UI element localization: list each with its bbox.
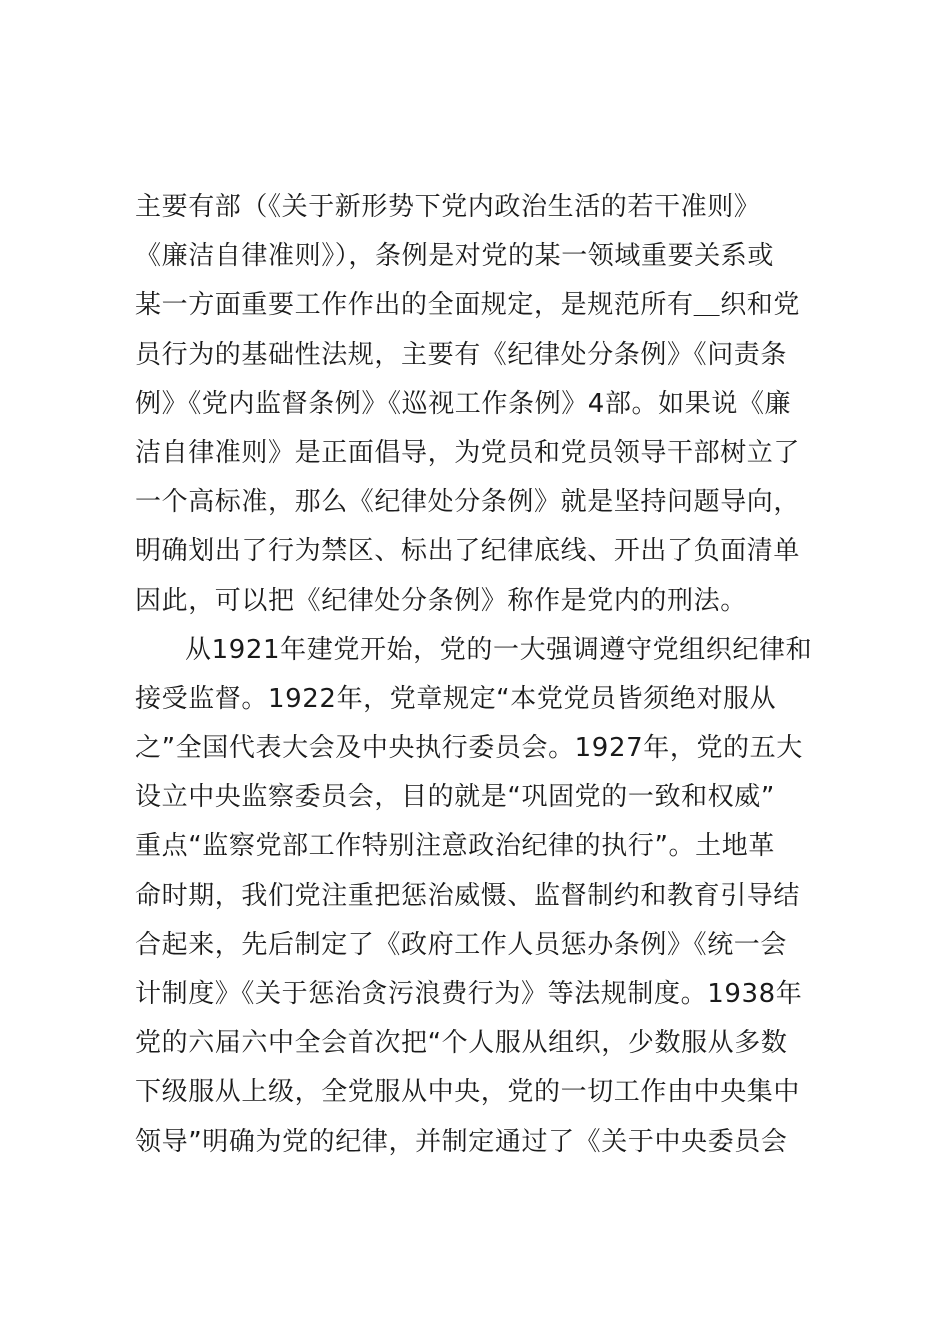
text-line: 例》《党内监督条例》《巡视工作条例》4部。如果说《廉	[135, 388, 792, 419]
text-line: 接受监督。1922年，党章规定“本党党员皆须绝对服从	[135, 683, 777, 714]
text-line: 因此，可以把《纪律处分条例》称作是党内的刑法。	[135, 585, 747, 616]
text-line: 下级服从上级，全党服从中央，党的一切工作由中央集中	[135, 1077, 801, 1108]
text-line: 《廉洁自律准则》），条例是对党的某一领域重要关系或	[135, 241, 775, 272]
text-line: 之”全国代表大会及中央执行委员会。1927年，党的五大	[135, 733, 803, 764]
text-line: 一个高标准，那么《纪律处分条例》就是坚持问题导向，	[135, 487, 801, 518]
text-line: 命时期，我们党注重把惩治威慑、监督制约和教育引导结	[135, 880, 801, 911]
text-line: 某一方面重要工作作出的全面规定，是规范所有＿织和党	[135, 290, 801, 321]
text-line: 党的六届六中全会首次把“个人服从组织，少数服从多数	[135, 1028, 788, 1059]
text-line: 洁自律准则》是正面倡导，为党员和党员领导干部树立了	[135, 437, 801, 468]
text-line-indented: 从1921年建党开始，党的一大强调遵守党组织纪律和	[185, 634, 813, 665]
text-line: 明确划出了行为禁区、标出了纪律底线、开出了负面清单	[135, 536, 801, 567]
text-line: 主要有部（《关于新形势下党内政治生活的若干准则》	[135, 192, 761, 222]
text-line: 重点“监察党部工作特别注意政治纪律的执行”。土地革	[135, 831, 775, 862]
text-line: 员行为的基础性法规，主要有《纪律处分条例》《问责条	[135, 339, 788, 370]
text-line: 设立中央监察委员会，目的就是“巩固党的一致和权威”	[135, 782, 775, 813]
text-line: 领导”明确为党的纪律，并制定通过了《关于中央委员会	[135, 1126, 788, 1157]
body-text	[135, 183, 855, 1167]
text-line: 合起来，先后制定了《政府工作人员惩办条例》《统一会	[135, 929, 788, 960]
text-line: 计制度》《关于惩治贪污浪费行为》等法规制度。1938年	[135, 979, 803, 1009]
